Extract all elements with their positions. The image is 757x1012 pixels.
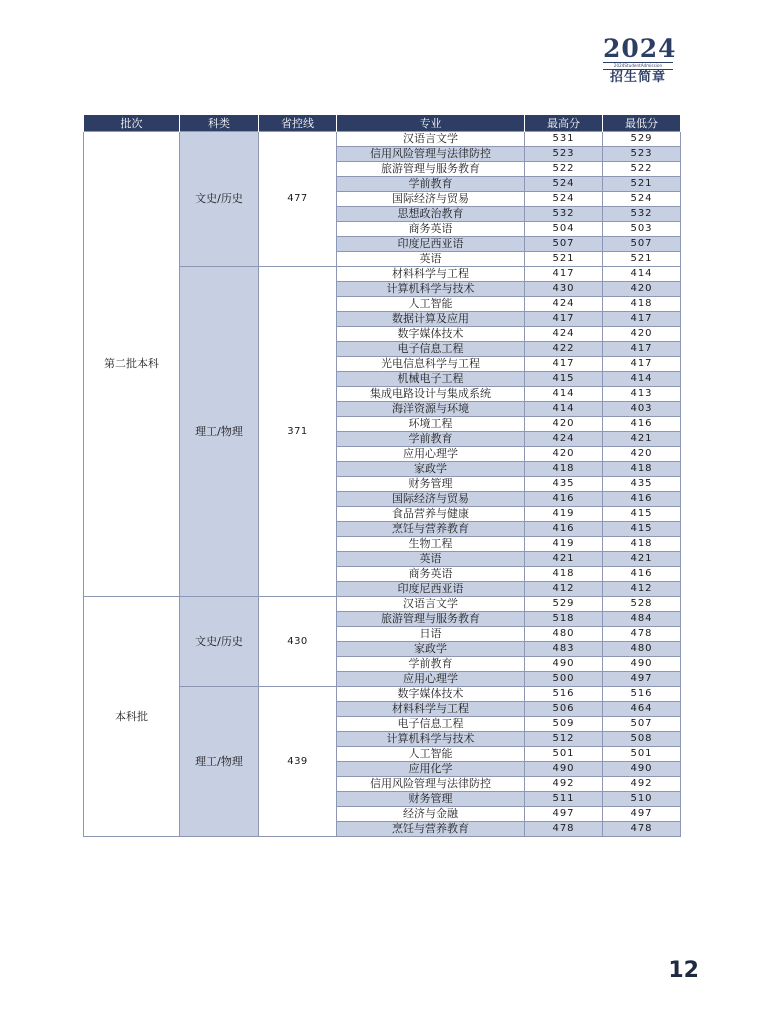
max-score-cell: 507 — [525, 237, 603, 252]
min-score-cell: 421 — [603, 432, 681, 447]
category-cell: 文史/历史 — [180, 597, 259, 687]
max-score-cell: 412 — [525, 582, 603, 597]
major-cell: 印度尼西亚语 — [337, 237, 525, 252]
max-score-cell: 420 — [525, 417, 603, 432]
min-score-cell: 523 — [603, 147, 681, 162]
min-score-cell: 414 — [603, 267, 681, 282]
min-score-cell: 416 — [603, 417, 681, 432]
major-cell: 计算机科学与技术 — [337, 282, 525, 297]
max-score-cell: 415 — [525, 372, 603, 387]
category-cell: 理工/物理 — [180, 267, 259, 597]
min-score-cell: 416 — [603, 567, 681, 582]
max-score-cell: 501 — [525, 747, 603, 762]
max-score-cell: 497 — [525, 807, 603, 822]
major-cell: 思想政治教育 — [337, 207, 525, 222]
max-score-cell: 524 — [525, 192, 603, 207]
control-line-cell: 371 — [259, 267, 337, 597]
major-cell: 烹饪与营养教育 — [337, 822, 525, 837]
min-score-cell: 412 — [603, 582, 681, 597]
min-score-cell: 421 — [603, 552, 681, 567]
max-score-cell: 422 — [525, 342, 603, 357]
min-score-cell: 521 — [603, 177, 681, 192]
major-cell: 数字媒体技术 — [337, 687, 525, 702]
min-score-cell: 418 — [603, 297, 681, 312]
max-score-cell: 424 — [525, 297, 603, 312]
max-score-cell: 522 — [525, 162, 603, 177]
major-cell: 信用风险管理与法律防控 — [337, 777, 525, 792]
major-cell: 信用风险管理与法律防控 — [337, 147, 525, 162]
min-score-cell: 478 — [603, 822, 681, 837]
min-score-cell: 420 — [603, 327, 681, 342]
max-score-cell: 419 — [525, 537, 603, 552]
control-line-cell: 439 — [259, 687, 337, 837]
min-score-cell: 420 — [603, 447, 681, 462]
major-cell: 财务管理 — [337, 477, 525, 492]
control-line-cell: 477 — [259, 132, 337, 267]
min-score-cell: 420 — [603, 282, 681, 297]
major-cell: 经济与金融 — [337, 807, 525, 822]
min-score-cell: 503 — [603, 222, 681, 237]
brand-title: 招生简章 — [609, 70, 666, 85]
batch-cell: 第二批本科 — [84, 132, 180, 597]
max-score-cell: 420 — [525, 447, 603, 462]
min-score-cell: 417 — [603, 357, 681, 372]
min-score-cell: 403 — [603, 402, 681, 417]
major-cell: 学前教育 — [337, 432, 525, 447]
min-score-cell: 414 — [603, 372, 681, 387]
min-score-cell: 484 — [603, 612, 681, 627]
max-score-cell: 414 — [525, 387, 603, 402]
max-score-cell: 418 — [525, 567, 603, 582]
major-cell: 应用心理学 — [337, 672, 525, 687]
min-score-cell: 524 — [603, 192, 681, 207]
major-cell: 英语 — [337, 252, 525, 267]
major-cell: 汉语言文学 — [337, 132, 525, 147]
header-category: 科类 — [180, 115, 259, 132]
max-score-cell: 523 — [525, 147, 603, 162]
category-cell: 理工/物理 — [180, 687, 259, 837]
min-score-cell: 415 — [603, 507, 681, 522]
min-score-cell: 497 — [603, 807, 681, 822]
max-score-cell: 509 — [525, 717, 603, 732]
admission-score-table — [83, 115, 681, 837]
major-cell: 应用心理学 — [337, 447, 525, 462]
major-cell: 电子信息工程 — [337, 717, 525, 732]
major-cell: 应用化学 — [337, 762, 525, 777]
max-score-cell: 506 — [525, 702, 603, 717]
max-score-cell: 492 — [525, 777, 603, 792]
major-cell: 汉语言文学 — [337, 597, 525, 612]
major-cell: 烹饪与营养教育 — [337, 522, 525, 537]
max-score-cell: 435 — [525, 477, 603, 492]
max-score-cell: 419 — [525, 507, 603, 522]
max-score-cell: 483 — [525, 642, 603, 657]
max-score-cell: 414 — [525, 402, 603, 417]
min-score-cell: 490 — [603, 657, 681, 672]
major-cell: 国际经济与贸易 — [337, 492, 525, 507]
major-cell: 家政学 — [337, 462, 525, 477]
max-score-cell: 421 — [525, 552, 603, 567]
major-cell: 学前教育 — [337, 177, 525, 192]
major-cell: 学前教育 — [337, 657, 525, 672]
max-score-cell: 424 — [525, 432, 603, 447]
page-number: 12 — [668, 958, 699, 983]
max-score-cell: 417 — [525, 312, 603, 327]
min-score-cell: 507 — [603, 717, 681, 732]
major-cell: 海洋资源与环境 — [337, 402, 525, 417]
min-score-cell: 480 — [603, 642, 681, 657]
header-batch: 批次 — [84, 115, 180, 132]
major-cell: 生物工程 — [337, 537, 525, 552]
max-score-cell: 418 — [525, 462, 603, 477]
table-row — [84, 597, 681, 612]
brand-year: 2024 — [603, 34, 677, 63]
major-cell: 国际经济与贸易 — [337, 192, 525, 207]
major-cell: 商务英语 — [337, 222, 525, 237]
major-cell: 财务管理 — [337, 792, 525, 807]
min-score-cell: 417 — [603, 312, 681, 327]
major-cell: 旅游管理与服务教育 — [337, 612, 525, 627]
min-score-cell: 415 — [603, 522, 681, 537]
min-score-cell: 435 — [603, 477, 681, 492]
major-cell: 环境工程 — [337, 417, 525, 432]
max-score-cell: 480 — [525, 627, 603, 642]
min-score-cell: 522 — [603, 162, 681, 177]
max-score-cell: 529 — [525, 597, 603, 612]
max-score-cell: 516 — [525, 687, 603, 702]
min-score-cell: 464 — [603, 702, 681, 717]
major-cell: 食品营养与健康 — [337, 507, 525, 522]
major-cell: 英语 — [337, 552, 525, 567]
min-score-cell: 510 — [603, 792, 681, 807]
batch-cell: 本科批 — [84, 597, 180, 837]
min-score-cell: 521 — [603, 252, 681, 267]
major-cell: 数据计算及应用 — [337, 312, 525, 327]
min-score-cell: 507 — [603, 237, 681, 252]
min-score-cell: 418 — [603, 537, 681, 552]
major-cell: 人工智能 — [337, 297, 525, 312]
min-score-cell: 416 — [603, 492, 681, 507]
max-score-cell: 430 — [525, 282, 603, 297]
brand-subtitle: 2024StudentAdmission — [603, 62, 673, 70]
min-score-cell: 516 — [603, 687, 681, 702]
min-score-cell: 478 — [603, 627, 681, 642]
max-score-cell: 416 — [525, 492, 603, 507]
max-score-cell: 424 — [525, 327, 603, 342]
min-score-cell: 418 — [603, 462, 681, 477]
max-score-cell: 524 — [525, 177, 603, 192]
max-score-cell: 500 — [525, 672, 603, 687]
major-cell: 光电信息科学与工程 — [337, 357, 525, 372]
min-score-cell: 497 — [603, 672, 681, 687]
table-header-row — [84, 115, 681, 132]
major-cell: 日语 — [337, 627, 525, 642]
max-score-cell: 504 — [525, 222, 603, 237]
min-score-cell: 501 — [603, 747, 681, 762]
major-cell: 商务英语 — [337, 567, 525, 582]
header-major: 专业 — [337, 115, 525, 132]
major-cell: 印度尼西亚语 — [337, 582, 525, 597]
major-cell: 数字媒体技术 — [337, 327, 525, 342]
brand-logo — [603, 34, 677, 86]
max-score-cell: 518 — [525, 612, 603, 627]
major-cell: 旅游管理与服务教育 — [337, 162, 525, 177]
control-line-cell: 430 — [259, 597, 337, 687]
header-max-score: 最高分 — [525, 115, 603, 132]
min-score-cell: 529 — [603, 132, 681, 147]
table-body — [84, 132, 681, 837]
min-score-cell: 528 — [603, 597, 681, 612]
max-score-cell: 490 — [525, 657, 603, 672]
max-score-cell: 417 — [525, 357, 603, 372]
max-score-cell: 521 — [525, 252, 603, 267]
max-score-cell: 532 — [525, 207, 603, 222]
major-cell: 计算机科学与技术 — [337, 732, 525, 747]
max-score-cell: 416 — [525, 522, 603, 537]
major-cell: 集成电路设计与集成系统 — [337, 387, 525, 402]
major-cell: 家政学 — [337, 642, 525, 657]
max-score-cell: 490 — [525, 762, 603, 777]
category-cell: 文史/历史 — [180, 132, 259, 267]
min-score-cell: 532 — [603, 207, 681, 222]
min-score-cell: 417 — [603, 342, 681, 357]
max-score-cell: 478 — [525, 822, 603, 837]
major-cell: 材料科学与工程 — [337, 267, 525, 282]
major-cell: 机械电子工程 — [337, 372, 525, 387]
header-min-score: 最低分 — [603, 115, 681, 132]
max-score-cell: 417 — [525, 267, 603, 282]
max-score-cell: 531 — [525, 132, 603, 147]
max-score-cell: 511 — [525, 792, 603, 807]
major-cell: 人工智能 — [337, 747, 525, 762]
table-row — [84, 132, 681, 147]
max-score-cell: 512 — [525, 732, 603, 747]
min-score-cell: 413 — [603, 387, 681, 402]
min-score-cell: 490 — [603, 762, 681, 777]
min-score-cell: 508 — [603, 732, 681, 747]
header-control-line: 省控线 — [259, 115, 337, 132]
major-cell: 电子信息工程 — [337, 342, 525, 357]
min-score-cell: 492 — [603, 777, 681, 792]
major-cell: 材料科学与工程 — [337, 702, 525, 717]
